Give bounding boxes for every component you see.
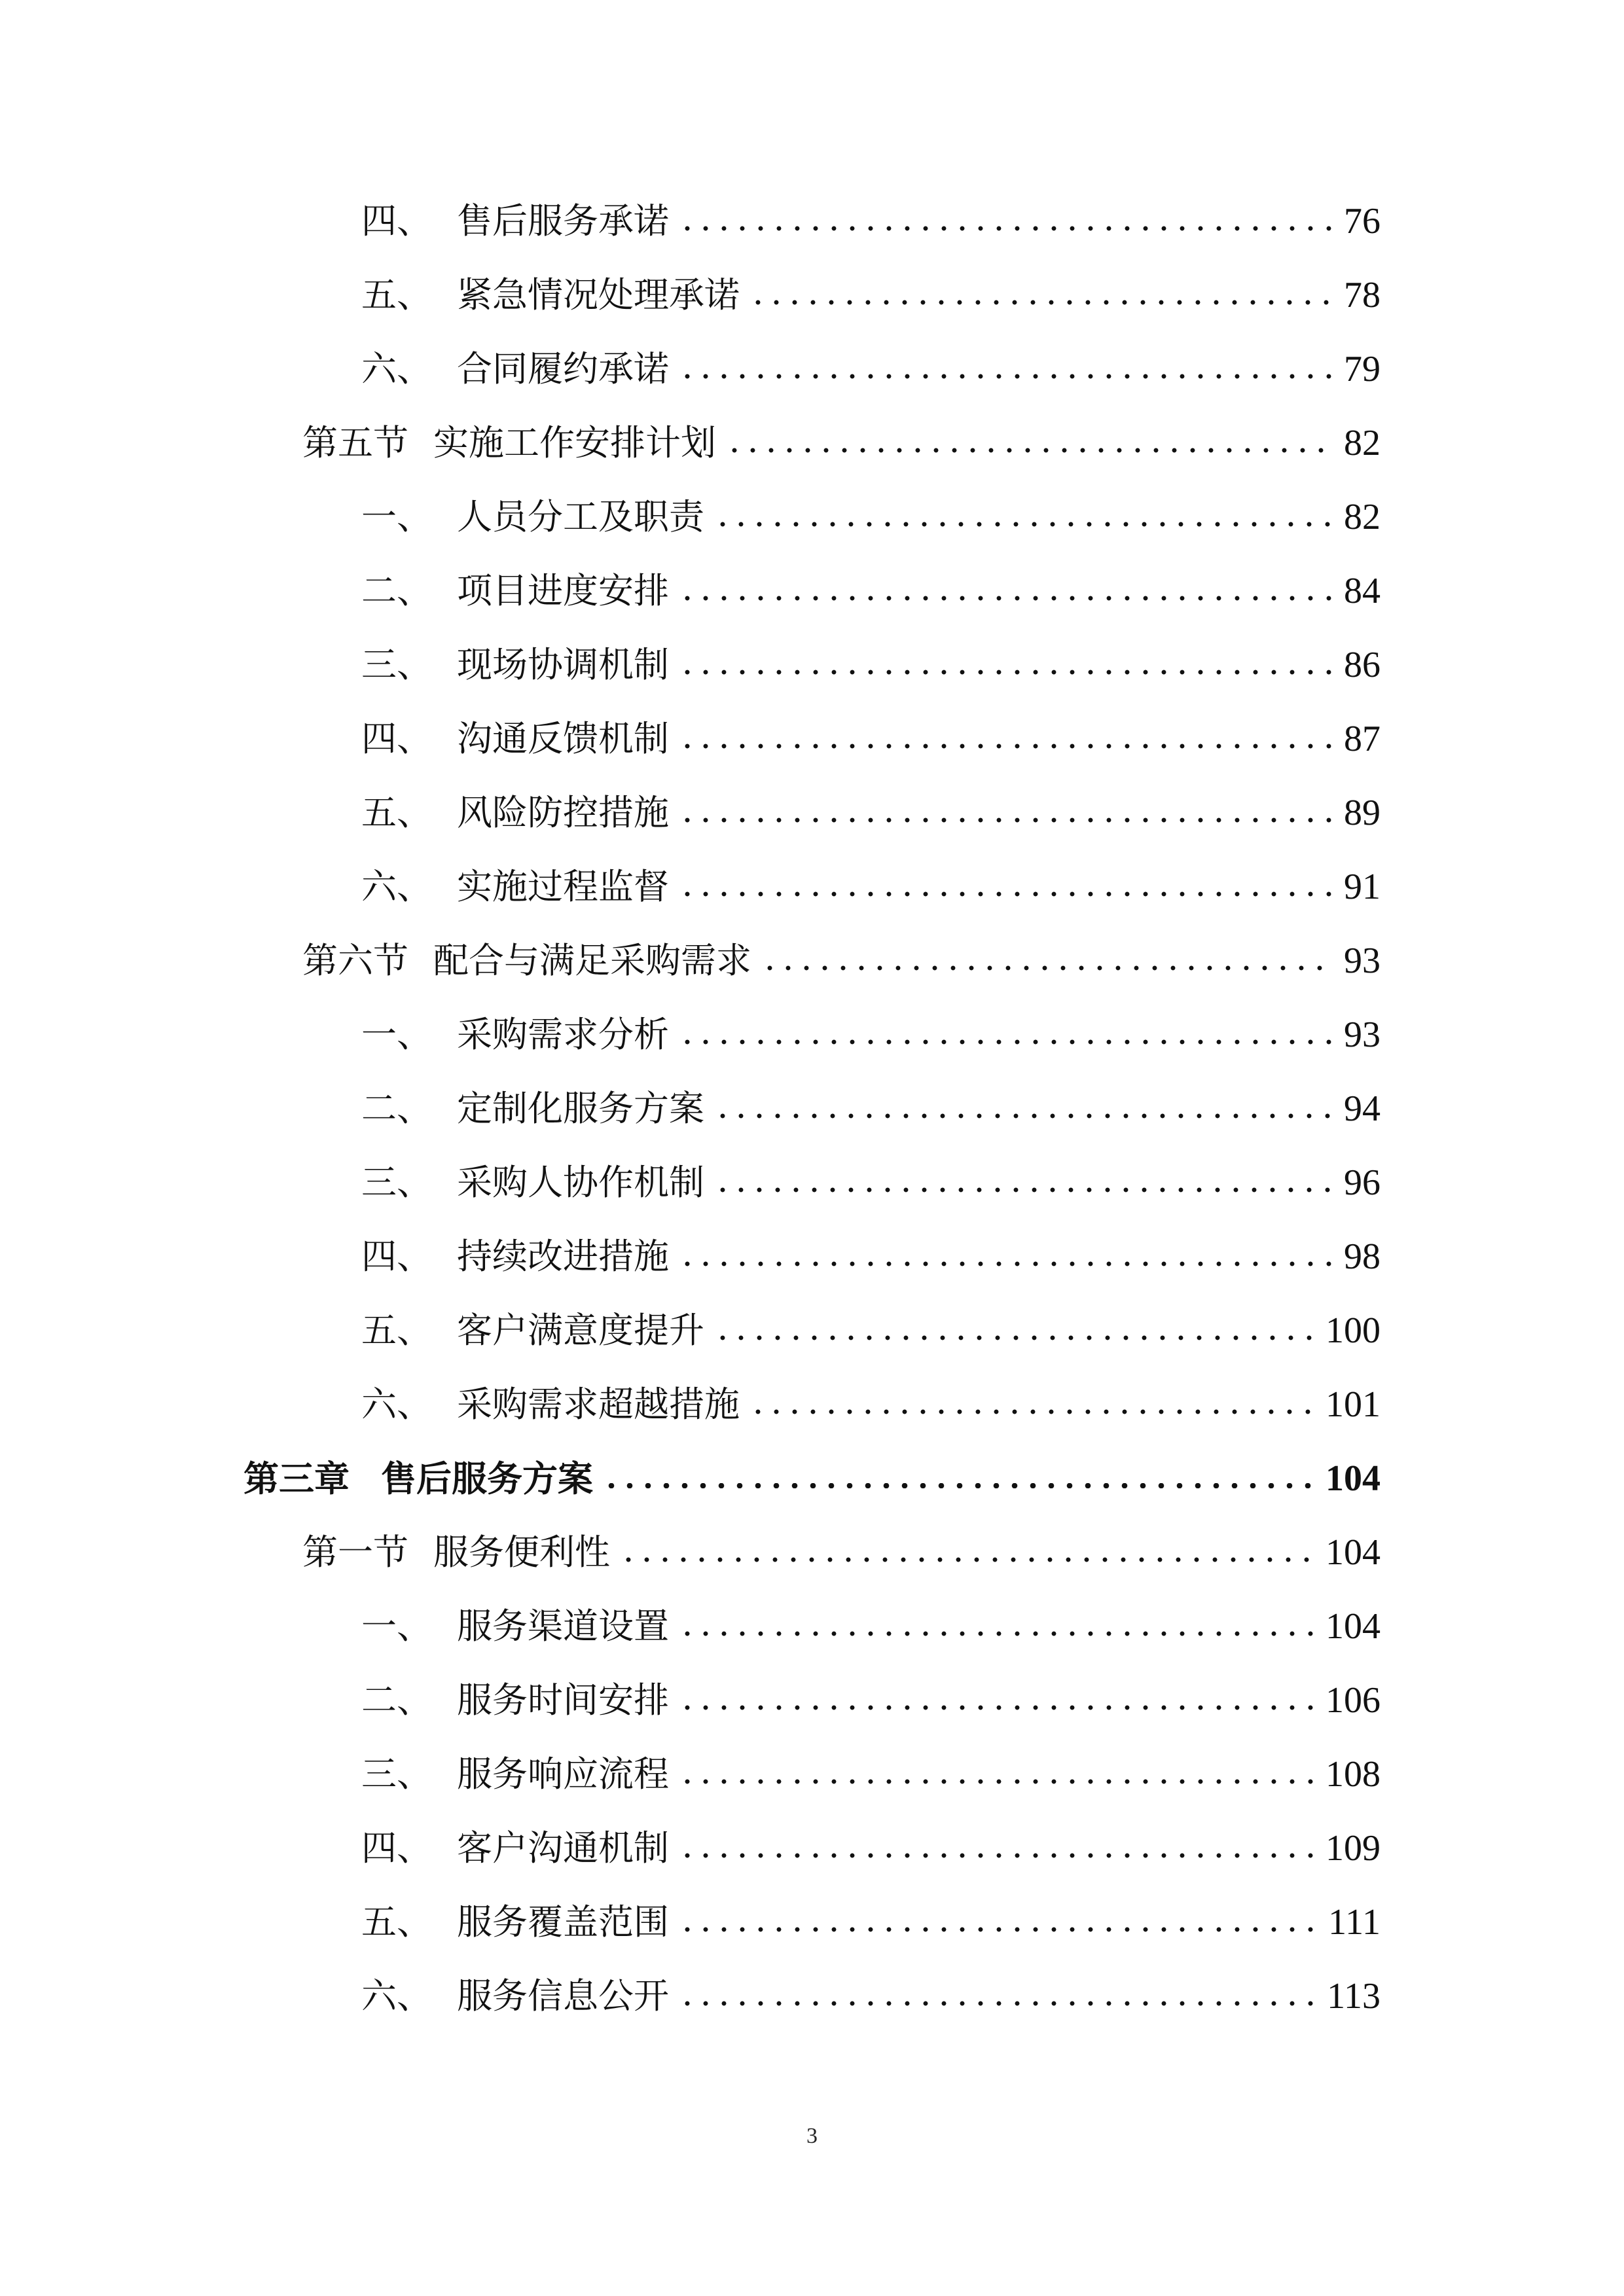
dot-leader [678, 1705, 1316, 1710]
entry-title: 实施过程监督 [457, 866, 669, 907]
entry-title: 定制化服务方案 [457, 1088, 704, 1129]
entry-number: 第三章 [244, 1458, 350, 1499]
entry-title: 持续改进措施 [457, 1236, 669, 1277]
entry-number: 三、 [361, 644, 432, 685]
entry-title: 人员分工及职责 [457, 496, 704, 537]
entry-page: 98 [1344, 1236, 1380, 1277]
toc-entry[interactable] [361, 636, 1380, 694]
entry-page: 100 [1326, 1310, 1380, 1351]
dot-leader [678, 1779, 1316, 1784]
entry-page: 84 [1344, 571, 1380, 611]
dot-leader [678, 1927, 1319, 1932]
entry-number: 四、 [361, 200, 432, 242]
dot-leader [725, 448, 1335, 453]
entry-title: 售后服务承诺 [457, 200, 669, 242]
dot-leader [619, 1557, 1316, 1562]
entry-page: 82 [1344, 497, 1380, 537]
entry-number: 六、 [361, 1384, 432, 1425]
entry-page: 113 [1327, 1976, 1380, 2017]
entry-number: 四、 [361, 718, 432, 759]
entry-title: 服务便利性 [433, 1532, 610, 1573]
toc-entry[interactable] [361, 783, 1380, 842]
dot-leader [678, 1853, 1316, 1858]
entry-number: 二、 [361, 1088, 432, 1129]
dot-leader [678, 596, 1335, 601]
dot-leader [713, 1113, 1335, 1119]
dot-leader [713, 522, 1335, 527]
dot-leader [678, 1631, 1316, 1636]
entry-page: 82 [1344, 423, 1380, 463]
entry-title: 采购需求超越措施 [457, 1384, 740, 1425]
entry-title: 风险防控措施 [457, 792, 669, 833]
toc-entry[interactable] [361, 1005, 1380, 1064]
dot-leader [761, 965, 1335, 971]
page-number: 3 [806, 2124, 818, 2148]
toc-entry[interactable] [361, 192, 1380, 251]
entry-page: 91 [1344, 867, 1380, 907]
entry-page: 101 [1326, 1384, 1380, 1425]
entry-page: 96 [1344, 1162, 1380, 1203]
entry-title: 采购人协作机制 [457, 1162, 704, 1203]
entry-number: 五、 [361, 1901, 432, 1943]
entry-page: 104 [1326, 1606, 1380, 1647]
toc-entry[interactable] [361, 1819, 1380, 1878]
toc-entry[interactable] [302, 414, 1380, 473]
entry-title: 实施工作安排计划 [433, 422, 716, 463]
entry-title: 采购需求分析 [457, 1014, 669, 1055]
entry-title: 沟通反馈机制 [457, 718, 669, 759]
entry-title: 服务覆盖范围 [457, 1901, 669, 1943]
entry-page: 108 [1326, 1754, 1380, 1795]
entry-page: 76 [1344, 201, 1380, 242]
toc-entry[interactable] [361, 709, 1380, 768]
toc-entry[interactable] [302, 931, 1380, 990]
toc-entry[interactable] [361, 562, 1380, 620]
entry-title: 合同履约承诺 [457, 348, 669, 389]
entry-number: 六、 [361, 1975, 432, 2017]
entry-number: 一、 [361, 1605, 432, 1647]
toc-entry[interactable] [361, 488, 1380, 547]
entry-title: 现场协调机制 [457, 644, 669, 685]
dot-leader [602, 1483, 1316, 1488]
entry-page: 78 [1344, 275, 1380, 315]
toc-entry[interactable] [361, 1153, 1380, 1212]
toc-entry[interactable] [361, 1079, 1380, 1138]
dot-leader [678, 891, 1335, 897]
entry-page: 89 [1344, 793, 1380, 833]
entry-number: 一、 [361, 1014, 432, 1055]
dot-leader [678, 1261, 1335, 1266]
toc-entry[interactable] [361, 340, 1380, 399]
toc-entry[interactable] [361, 1967, 1380, 2026]
entry-title: 紧急情况处理承诺 [457, 274, 740, 315]
toc-entry[interactable] [361, 1671, 1380, 1730]
entry-number: 五、 [361, 274, 432, 315]
entry-page: 93 [1344, 1014, 1380, 1055]
entry-number: 三、 [361, 1753, 432, 1795]
entry-number: 二、 [361, 570, 432, 611]
entry-title: 服务响应流程 [457, 1753, 669, 1795]
entry-page: 104 [1326, 1458, 1380, 1499]
dot-leader [713, 1335, 1316, 1340]
entry-page: 79 [1344, 349, 1380, 389]
entry-number: 三、 [361, 1162, 432, 1203]
entry-number: 六、 [361, 348, 432, 389]
entry-title: 售后服务方案 [381, 1458, 593, 1499]
entry-title: 客户满意度提升 [457, 1310, 704, 1351]
entry-number: 第一节 [302, 1532, 408, 1573]
entry-page: 104 [1326, 1532, 1380, 1573]
toc-entry[interactable] [361, 1301, 1380, 1360]
dot-leader [678, 817, 1335, 823]
entry-page: 86 [1344, 645, 1380, 685]
toc-entry[interactable] [361, 1375, 1380, 1434]
toc-entry[interactable] [361, 266, 1380, 325]
entry-number: 二、 [361, 1679, 432, 1721]
toc-entry[interactable] [361, 857, 1380, 916]
entry-number: 四、 [361, 1827, 432, 1869]
entry-number: 第六节 [302, 940, 408, 981]
toc-entry[interactable] [361, 1745, 1380, 1804]
dot-leader [678, 2001, 1318, 2006]
dot-leader [678, 744, 1335, 749]
entry-title: 配合与满足采购需求 [433, 940, 751, 981]
dot-leader [749, 1409, 1316, 1414]
entry-title: 客户沟通机制 [457, 1827, 669, 1869]
entry-page: 109 [1326, 1828, 1380, 1869]
entry-number: 一、 [361, 496, 432, 537]
toc-entry[interactable] [361, 1227, 1380, 1286]
toc-entry[interactable] [361, 1597, 1380, 1656]
dot-leader [749, 300, 1335, 305]
dot-leader [678, 226, 1335, 231]
entry-title: 项目进度安排 [457, 570, 669, 611]
dot-leader [678, 1039, 1335, 1045]
entry-title: 服务信息公开 [457, 1975, 669, 2017]
entry-number: 四、 [361, 1236, 432, 1277]
entry-title: 服务时间安排 [457, 1679, 669, 1721]
dot-leader [678, 670, 1335, 675]
entry-page: 94 [1344, 1088, 1380, 1129]
toc-entry[interactable] [361, 1893, 1380, 1952]
entry-title: 服务渠道设置 [457, 1605, 669, 1647]
dot-leader [713, 1187, 1335, 1193]
toc-entry[interactable] [302, 1523, 1380, 1582]
entry-number: 五、 [361, 1310, 432, 1351]
entry-page: 87 [1344, 719, 1380, 759]
entry-number: 第五节 [302, 422, 408, 463]
entry-number: 五、 [361, 792, 432, 833]
dot-leader [678, 374, 1335, 379]
entry-number: 六、 [361, 866, 432, 907]
entry-page: 93 [1344, 941, 1380, 981]
toc-entry-chapter[interactable] [244, 1449, 1380, 1508]
entry-page: 111 [1328, 1902, 1380, 1943]
entry-page: 106 [1326, 1680, 1380, 1721]
